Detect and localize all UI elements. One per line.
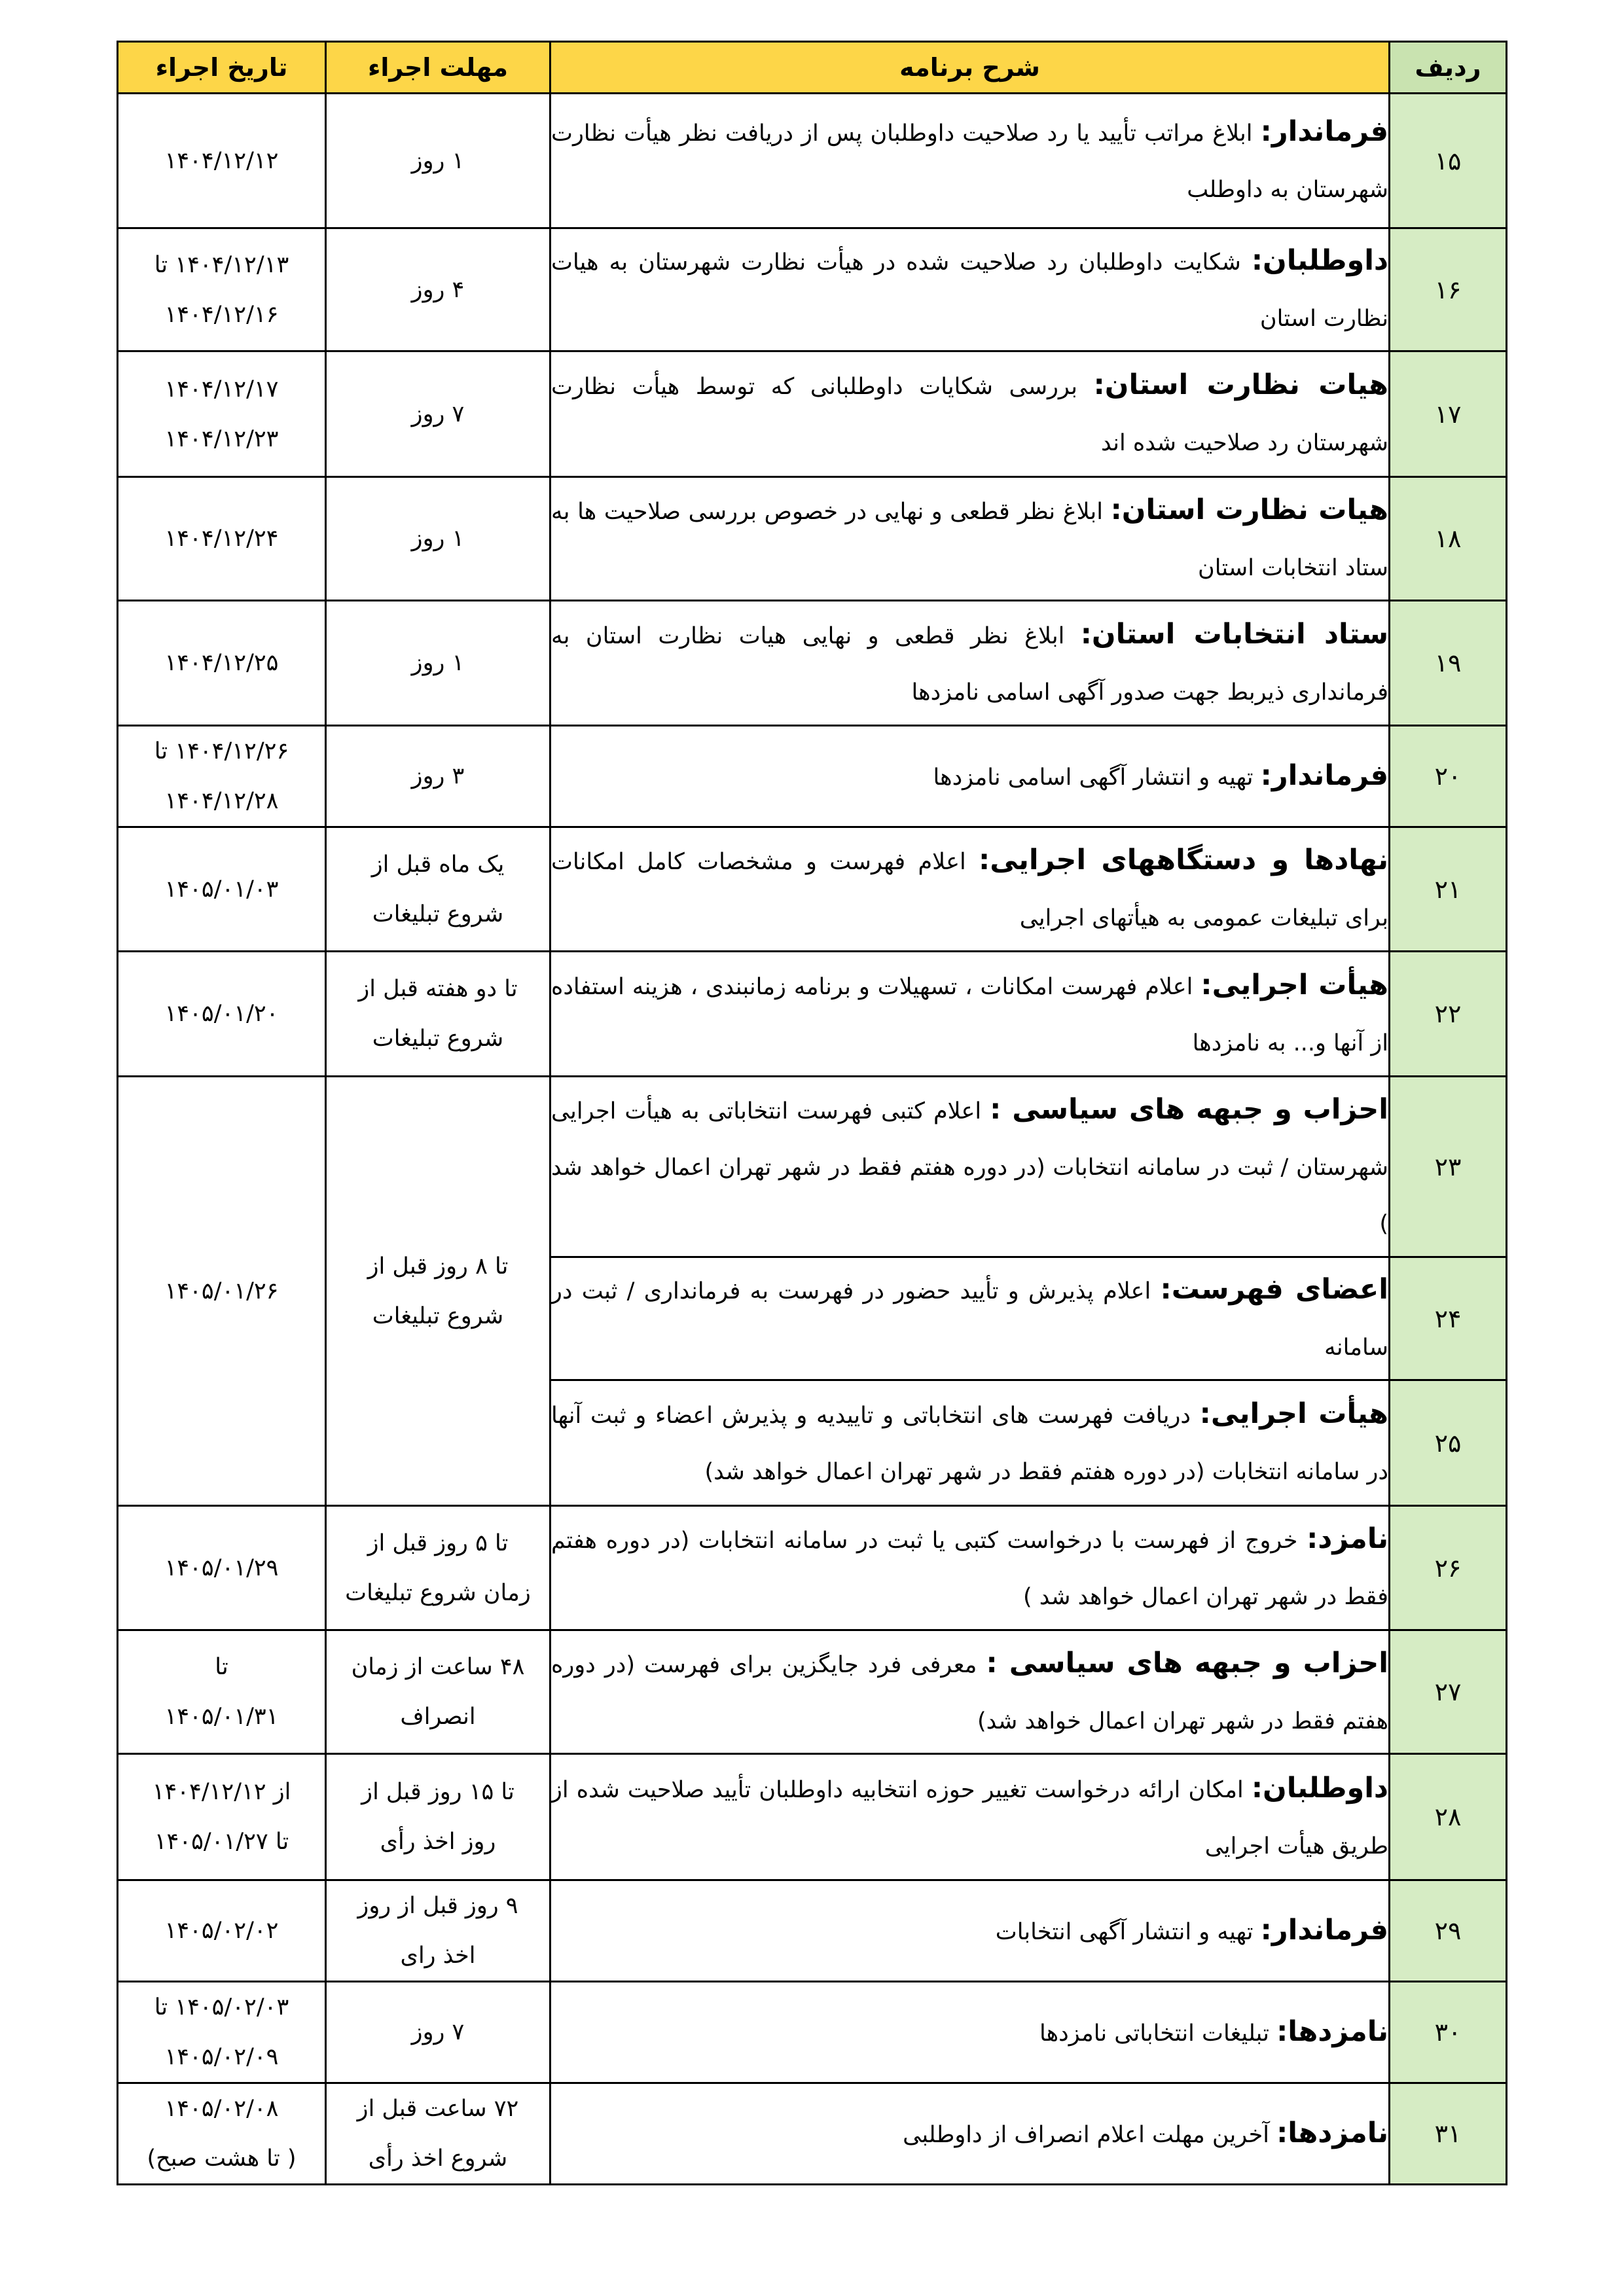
row-deadline (326, 726, 550, 827)
row-number: ۱۸ (1390, 477, 1507, 601)
description-text: تهیه و انتشار آگهی انتخابات (995, 1918, 1261, 1945)
table-row (118, 1630, 1507, 1754)
table-row (118, 1754, 1507, 1880)
actor-label: نامزدها: (1276, 2015, 1388, 2048)
row-description (550, 228, 1390, 351)
date-line: ۱۴۰۵/۰۱/۲۶ (164, 1278, 279, 1304)
actor-label: هیأت اجرایی: (1200, 968, 1388, 1001)
deadline-line: ۷ روز (411, 2019, 465, 2045)
deadline-line: اخذ رای (400, 1943, 476, 1969)
row-deadline (326, 2083, 550, 2185)
row-description (550, 1380, 1390, 1506)
row-number: ۳۰ (1390, 1982, 1507, 2083)
table-row (118, 228, 1507, 351)
actor-label: ستاد انتخابات استان: (1080, 617, 1388, 651)
row-number: ۲۷ (1390, 1630, 1507, 1754)
deadline-line: تا ۸ روز قبل از (367, 1253, 509, 1280)
description-text: معرفی فرد جایگزین برای فهرست (در دوره هفتم فقط در شهر تهران اعمال خواهد شد) (551, 1651, 1388, 1734)
deadline-line: زمان شروع تبلیغات (345, 1579, 531, 1606)
row-date (118, 94, 326, 228)
row-description (550, 1880, 1390, 1982)
actor-label: احزاب و جبهه های سیاسی : (990, 1093, 1388, 1126)
date-line: ۱۴۰۴/۱۲/۱۶ (164, 301, 279, 328)
description-text: اعلام پذیرش و تأیید حضور در فهرست به فرمانداری / ثبت در سامانه (551, 1278, 1388, 1361)
table-row (118, 477, 1507, 601)
row-description (550, 351, 1390, 477)
row-deadline (326, 952, 550, 1077)
group-deadline (326, 1077, 550, 1506)
row-deadline (326, 1982, 550, 2083)
actor-label: احزاب و جبهه های سیاسی : (986, 1646, 1388, 1679)
row-number: ۲۰ (1390, 726, 1507, 827)
row-date (118, 952, 326, 1077)
row-date (118, 1754, 326, 1880)
description-text: خروج از فهرست با درخواست کتبی یا ثبت در سامانه انتخابات (در دوره هفتم فقط در شهر تهران اعمال خواهد شد ) (551, 1528, 1388, 1610)
group-date (118, 1077, 326, 1506)
row-number: ۲۱ (1390, 827, 1507, 952)
date-line: ۱۴۰۵/۰۱/۲۰ (164, 1001, 279, 1027)
deadline-line: تا ۵ روز قبل از (367, 1530, 509, 1556)
row-date (118, 2083, 326, 2185)
description-text: ابلاغ نظر قطعی و نهایی در خصوص بررسی صلاحیت ها به ستاد انتخابات استان (551, 498, 1388, 581)
table-row (118, 1880, 1507, 1982)
row-description (550, 952, 1390, 1077)
deadline-line: ۷ روز (411, 401, 465, 427)
table-row (118, 726, 1507, 827)
row-date (118, 827, 326, 952)
deadline-line: ۳ روز (411, 763, 465, 789)
date-line: ۱۴۰۴/۱۲/۲۴ (164, 526, 279, 552)
deadline-line: روز اخذ رأی (380, 1829, 496, 1855)
deadline-line: ۷۲ ساعت قبل از (357, 2096, 519, 2122)
schedule-table (117, 41, 1507, 2185)
actor-label: فرماندار: (1260, 759, 1388, 792)
table-row (118, 351, 1507, 477)
description-text: تهیه و انتشار آگهی اسامی نامزدها (933, 764, 1261, 791)
date-line: ۱۴۰۴/۱۲/۱۳ تا (154, 251, 289, 278)
actor-label: داوطلبان: (1251, 1771, 1388, 1804)
deadline-line: شروع تبلیغات (372, 1302, 504, 1329)
row-date (118, 1506, 326, 1630)
date-line: ۱۴۰۵/۰۲/۰۲ (164, 1918, 279, 1944)
header-date: تاریخ اجراء (118, 42, 326, 94)
row-description (550, 1754, 1390, 1880)
row-date (118, 1630, 326, 1754)
actor-label: نامزدها: (1276, 2116, 1388, 2149)
row-number: ۱۶ (1390, 228, 1507, 351)
row-date (118, 1982, 326, 2083)
row-description (550, 1982, 1390, 2083)
table-row (118, 1506, 1507, 1630)
row-description (550, 2083, 1390, 2185)
table-row (118, 952, 1507, 1077)
description-text: بررسی شکایات داوطلبانی که توسط هیأت نظارت شهرستان رد صلاحیت شده اند (551, 374, 1388, 456)
date-line: ۱۴۰۵/۰۱/۰۳ (164, 876, 279, 903)
description-text: ابلاغ مراتب تأیید یا رد صلاحیت داوطلبان پس از دریافت نظر هیأت نظارت شهرستان به داوطلب (551, 120, 1388, 203)
row-date (118, 1880, 326, 1982)
description-text: اعلام کتبی فهرست انتخاباتی به هیأت اجرایی شهرستان / ثبت در سامانه انتخابات (در دوره هفتم فقط در شهر تهران اعمال خواهد شد ) (551, 1098, 1388, 1237)
deadline-line: ۱ روز (411, 650, 465, 676)
description-text: امکان ارائه درخواست تغییر حوزه انتخابیه داوطلبان تأیید صلاحیت شده از طریق هیأت اجرایی (551, 1776, 1388, 1859)
date-line: ۱۴۰۵/۰۲/۰۳ تا (154, 1994, 289, 2020)
actor-label: داوطلبان: (1251, 244, 1388, 277)
actor-label: هیأت اجرایی: (1199, 1397, 1388, 1430)
actor-label: اعضای فهرست: (1160, 1273, 1388, 1306)
row-number: ۲۳ (1390, 1077, 1507, 1257)
deadline-line: شروع اخذ رأی (368, 2145, 508, 2172)
date-line: ۱۴۰۴/۱۲/۱۲ (164, 147, 279, 174)
row-description (550, 726, 1390, 827)
row-description (550, 477, 1390, 601)
description-text: دریافت فهرست های انتخاباتی و تاییدیه و پذیرش اعضاء و ثبت آنها در سامانه انتخابات (در دوره هفتم فقط در شهر تهران اعمال خواهد شد) (551, 1403, 1388, 1485)
table-row (118, 601, 1507, 726)
date-line: ۱۴۰۴/۱۲/۲۳ (164, 425, 279, 452)
table-row (118, 827, 1507, 952)
row-number: ۱۷ (1390, 351, 1507, 477)
row-date (118, 228, 326, 351)
row-number: ۲۹ (1390, 1880, 1507, 1982)
row-number: ۲۲ (1390, 952, 1507, 1077)
row-description (550, 601, 1390, 726)
description-text: ابلاغ نظر قطعی و نهایی هیات نظارت استان به فرمانداری ذیربط جهت صدور آگهی اسامی نامزدها (551, 622, 1388, 706)
header-radif: ردیف (1390, 42, 1507, 94)
deadline-line: ۱ روز (411, 147, 465, 174)
row-number: ۱۹ (1390, 601, 1507, 726)
actor-label: فرماندار: (1260, 115, 1388, 148)
description-text: شکایت داوطلبان رد صلاحیت شده در هیأت نظارت شهرستان به هیات نظارت استان (551, 249, 1388, 332)
table-row (118, 1077, 1507, 1257)
date-line: تا ۱۴۰۵/۰۱/۲۷ (154, 1829, 289, 1855)
deadline-line: شروع تبلیغات (372, 1026, 504, 1052)
row-deadline (326, 601, 550, 726)
deadline-line: ۹ روز قبل از روز (357, 1893, 518, 1919)
date-line: از ۱۴۰۴/۱۲/۱۲ (152, 1779, 291, 1805)
row-deadline (326, 351, 550, 477)
row-description (550, 1506, 1390, 1630)
row-description (550, 1257, 1390, 1380)
row-date (118, 351, 326, 477)
description-text: اعلام فهرست امکانات ، تسهیلات و برنامه زمانبندی ، هزینه استفاده از آنها و... به نامزدها (551, 973, 1388, 1056)
deadline-line: انصراف (400, 1704, 476, 1730)
date-line: ۱۴۰۵/۰۱/۲۹ (164, 1554, 279, 1581)
row-description (550, 827, 1390, 952)
table-header-row (118, 42, 1507, 94)
actor-label: هیات نظارت استان: (1093, 368, 1388, 401)
table-row (118, 94, 1507, 228)
row-date (118, 477, 326, 601)
row-description (550, 1077, 1390, 1257)
deadline-line: ۴ روز (411, 276, 465, 303)
deadline-line: ۴۸ ساعت از زمان (351, 1654, 525, 1680)
row-number: ۲۸ (1390, 1754, 1507, 1880)
table-row (118, 1982, 1507, 2083)
description-text: اعلام فهرست و مشخصات کامل امکانات برای تبلیغات عمومی به هیأتهای اجرایی (551, 849, 1388, 931)
row-deadline (326, 477, 550, 601)
date-line: تا (215, 1654, 228, 1680)
description-text: آخرین مهلت اعلام انصراف از داوطلبی (903, 2121, 1277, 2148)
row-number: ۲۴ (1390, 1257, 1507, 1380)
row-date (118, 601, 326, 726)
date-line: ۱۴۰۵/۰۲/۰۸ (164, 2096, 279, 2122)
deadline-line: ۱ روز (411, 526, 465, 552)
row-deadline (326, 94, 550, 228)
table-row (118, 2083, 1507, 2185)
date-line: ۱۴۰۵/۰۲/۰۹ (164, 2044, 279, 2070)
deadline-line: یک ماه قبل از (371, 851, 505, 878)
row-description (550, 1630, 1390, 1754)
actor-label: نهادها و دستگاههای اجرایی: (979, 844, 1388, 876)
actor-label: هیات نظارت استان: (1110, 493, 1388, 526)
date-line: ۱۴۰۴/۱۲/۲۶ تا (154, 738, 289, 764)
row-description (550, 94, 1390, 228)
row-deadline (326, 228, 550, 351)
date-line: ۱۴۰۴/۱۲/۲۵ (164, 650, 279, 676)
row-deadline (326, 1506, 550, 1630)
date-line: ۱۴۰۵/۰۱/۳۱ (164, 1704, 279, 1730)
date-line: ۱۴۰۴/۱۲/۲۸ (164, 788, 279, 814)
row-number: ۱۵ (1390, 94, 1507, 228)
header-description: شرح برنامه (550, 42, 1390, 94)
row-deadline (326, 1630, 550, 1754)
row-number: ۲۶ (1390, 1506, 1507, 1630)
description-text: تبلیغات انتخاباتی نامزدها (1039, 2020, 1277, 2047)
row-number: ۲۵ (1390, 1380, 1507, 1506)
date-line: ۱۴۰۴/۱۲/۱۷ (164, 376, 279, 403)
row-deadline (326, 1880, 550, 1982)
deadline-line: تا دو هفته قبل از (358, 976, 518, 1002)
deadline-line: شروع تبلیغات (372, 901, 504, 927)
row-deadline (326, 827, 550, 952)
actor-label: فرماندار: (1260, 1913, 1388, 1946)
row-deadline (326, 1754, 550, 1880)
header-deadline: مهلت اجراء (326, 42, 550, 94)
deadline-line: تا ۱۵ روز قبل از (361, 1779, 514, 1805)
date-line: ( تا هشت صبح) (147, 2145, 297, 2172)
row-date (118, 726, 326, 827)
actor-label: نامزد: (1307, 1522, 1388, 1555)
row-number: ۳۱ (1390, 2083, 1507, 2185)
